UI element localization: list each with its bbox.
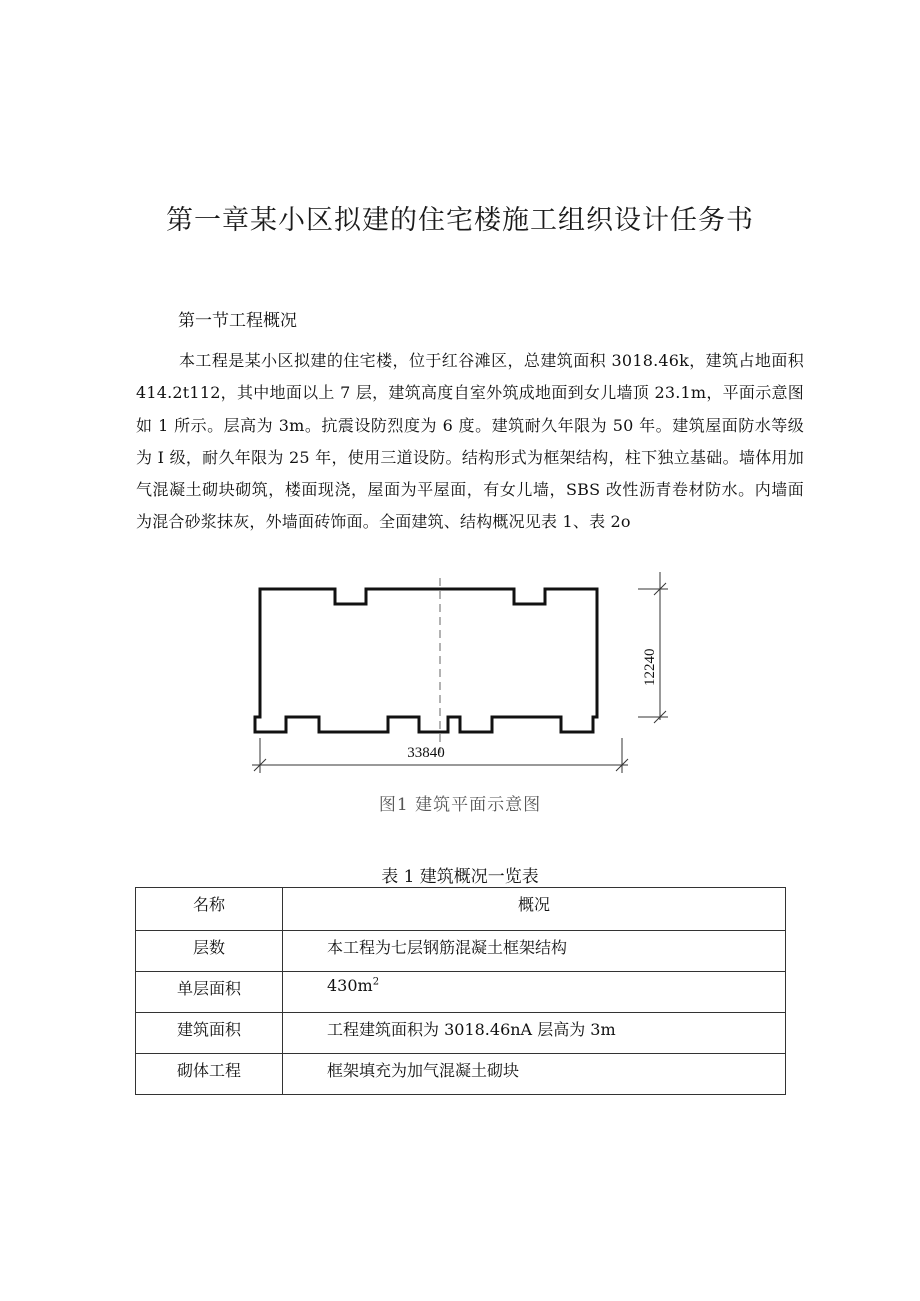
table-row — [136, 972, 786, 1013]
row-detail-superscript: 2 — [372, 976, 380, 988]
row-detail: 本工程为七层钢筋混凝土框架结构 — [283, 931, 786, 972]
row-name: 建筑面积 — [136, 1013, 283, 1054]
building-plan-drawing — [240, 568, 680, 783]
table-row — [136, 931, 786, 972]
figure-caption: 图1 建筑平面示意图 — [378, 795, 542, 815]
row-detail-text: 430m — [327, 976, 373, 995]
project-overview-paragraph: 本工程是某小区拟建的住宅楼，位于红谷滩区，总建筑面积 3018.46k，建筑占地面积 414.2t112，其中地面以上 7 层，建筑高度自室外筑成地面到女儿墙顶 23.1m，平面示意图如 1 所示。层高为 3m。抗震设防烈度为 6 度。建筑耐久年限为 50 年。建筑屋面防水等级为 I 级，耐久年限为 25 年，使用三道设防。结构形式为框架结构，柱下独立基础。墙体用加气混凝土砌块砌筑，楼面现浇，屋面为平屋面，有女儿墙，SBS 改性沥青卷材防水。内墙面为混合砂浆抹灰，外墙面砖饰面。全面建筑、结构概况见表 1、表 2o — [136, 351, 804, 532]
building-outline — [255, 589, 597, 732]
depth-dimension-label: 12240 — [642, 648, 658, 686]
section-heading: 第一节工程概况 — [178, 311, 297, 331]
building-plan-figure — [240, 568, 680, 783]
row-detail: 工程建筑面积为 3018.46nA 层高为 3m — [283, 1013, 786, 1054]
row-detail — [283, 972, 786, 1013]
row-name: 单层面积 — [136, 972, 283, 1013]
row-name: 层数 — [136, 931, 283, 972]
table-row — [136, 1013, 786, 1054]
header-detail: 概况 — [283, 888, 786, 931]
table-caption: 表 1 建筑概况一览表 — [381, 867, 539, 887]
row-detail: 框架填充为加气混凝土砌块 — [283, 1054, 786, 1095]
width-dimension-label: 33840 — [407, 745, 445, 761]
table-header-row — [136, 888, 786, 931]
page-title: 第一章某小区拟建的住宅楼施工组织设计任务书 — [166, 205, 754, 236]
building-overview-table — [135, 887, 786, 1095]
table-row — [136, 1054, 786, 1095]
header-name: 名称 — [136, 888, 283, 931]
row-name: 砌体工程 — [136, 1054, 283, 1095]
